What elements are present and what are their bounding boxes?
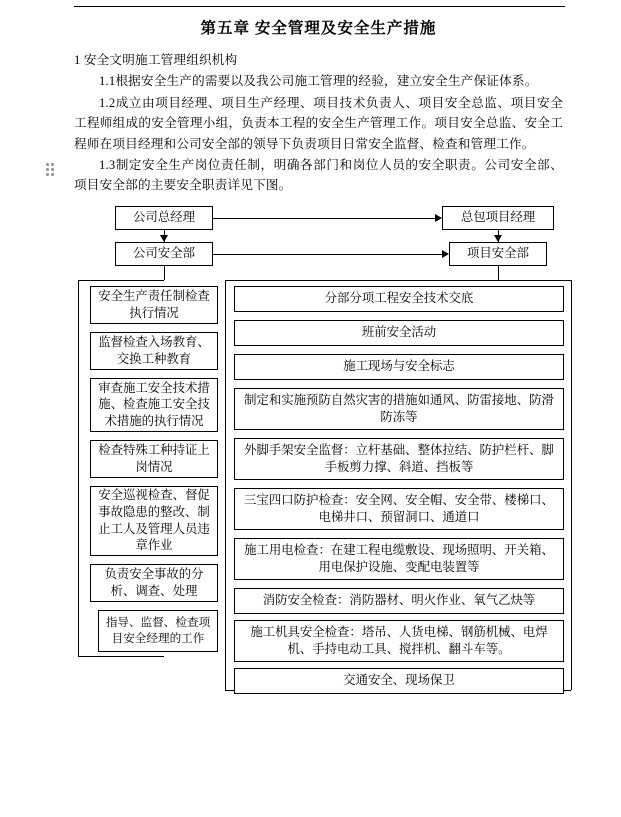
connector-right-spine [498,266,499,280]
paragraph-1-2: 1.2成立由项目经理、项目生产经理、项目技术负责人、项目安全总监、项目安全工程师组成的安全管理小组，负责本工程的安全生产管理工作。项目安全总监、安全工程师在项目经理和公司安全部的领导下负责项目日常安全监督、检查和管理工作。 [74,95,563,151]
page-top-rule [74,6,565,7]
safety-organization-diagram [74,206,563,696]
left-item-4: 检查特殊工种持证上岗情况 [90,440,218,478]
diagram-box-general-pm: 总包项目经理 [442,206,554,230]
connector-gm-to-pm [213,218,435,219]
paragraph-1-1: 1.1根据安全生产的需要以及我公司施工管理的经验，建立安全生产保证体系。 [99,74,538,89]
left-column-frame-left [78,280,79,656]
arrow-pm-down-icon [494,235,502,242]
section-heading: 1 安全文明施工管理组织机构 [74,53,238,67]
left-column-frame-top [78,280,164,281]
connector-left-spine [164,266,165,280]
left-item-3: 审查施工安全技术措施、检查施工安全技术措施的执行情况 [90,378,218,432]
margin-drag-handle-icon[interactable] [46,163,55,177]
right-item-9: 施工机具安全检查：塔吊、人货电梯、钢筋机械、电焊机、手持电动工具、搅拌机、翻斗车等。 [234,620,564,662]
left-item-5: 安全巡视检查、督促事故隐患的整改、制止工人及管理人员违章作业 [90,486,218,556]
left-item-7: 指导、监督、检查项目安全经理的工作 [98,610,218,652]
right-column-frame-left [225,280,226,690]
right-item-1: 分部分项工程安全技术交底 [234,286,564,312]
right-item-5: 外脚手架安全监督：立杆基础、整体拉结、防护栏杆、脚手板剪力撑、斜道、挡板等 [234,438,564,480]
right-column-frame-right [571,280,572,690]
right-item-3: 施工现场与安全标志 [234,354,564,380]
right-item-6: 三宝四口防护检查：安全网、安全帽、安全带、楼梯口、电梯井口、预留洞口、通道口 [234,488,564,530]
diagram-box-company-safety-dept: 公司安全部 [115,242,213,266]
diagram-box-project-safety-dept: 项目安全部 [449,242,547,266]
arrow-gm-down-icon [160,235,168,242]
page-title: 第五章 安全管理及安全生产措施 [200,20,437,37]
right-item-7: 施工用电检查：在建工程电缆敷设、现场照明、开关箱、用电保护设施、变配电装置等 [234,538,564,580]
right-item-10: 交通安全、现场保卫 [234,668,564,694]
connector-safety-to-project [213,254,442,255]
right-item-4: 制定和实施预防自然灾害的措施如通风、防雷接地、防滑防冻等 [234,388,564,430]
right-column-frame-top [225,280,498,281]
right-item-2: 班前安全活动 [234,320,564,346]
left-column-frame-bottom [78,656,164,657]
right-column-frame-top-right [498,280,571,281]
diagram-box-company-gm: 公司总经理 [115,206,213,230]
left-item-1: 安全生产责任制检查执行情况 [90,286,218,324]
paragraph-1-3: 1.3制定安全生产岗位责任制，明确各部门和岗位人员的安全职责。公司安全部、项目安全部的主要安全职责详见下图。 [74,157,563,193]
left-item-6: 负责安全事故的分析、调查、处理 [90,564,218,602]
arrow-safety-to-project-icon [442,250,449,258]
right-item-8: 消防安全检查：消防器材、明火作业、氧气乙炔等 [234,588,564,614]
left-item-2: 监督检查入场教育、交换工种教育 [90,332,218,370]
arrow-gm-to-pm-icon [435,214,442,222]
